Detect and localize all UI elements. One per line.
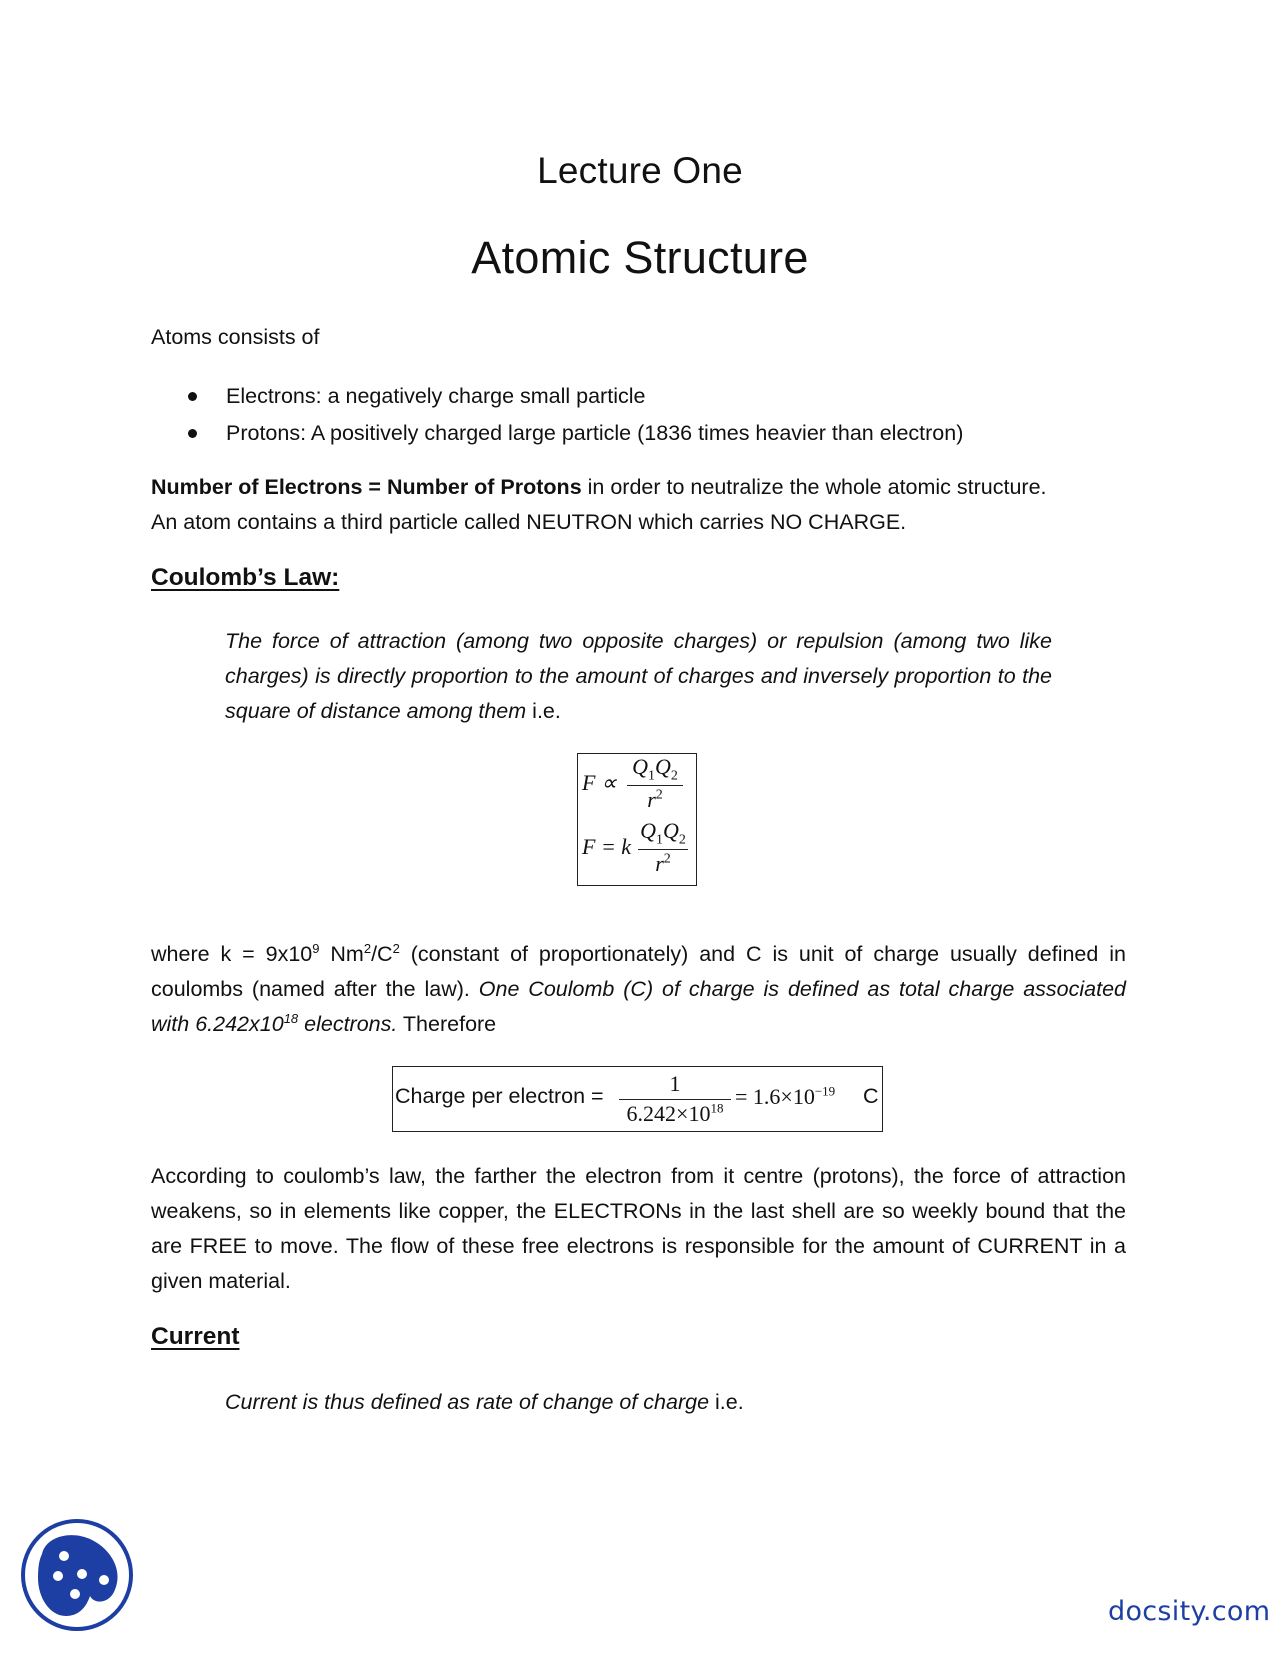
fraction: [638, 818, 688, 877]
fraction-denominator: $r^2$: [655, 851, 671, 877]
constant-paragraph: where $k = 9x10^9$ $Nm^2/C^2$ (constant of proportionately) and C is unit of charge usually defined in coulombs (named after the law). One Coulomb (C) of charge is defined as total charge associated with $6.242x10^{18}$ electrons. Therefore: [151, 940, 1126, 1036]
equation-lhs: F = k: [582, 834, 632, 859]
fraction-denominator: $r^2$: [647, 787, 663, 813]
equation-lhs: F ∝: [582, 770, 617, 795]
definition-suffix: i.e.: [709, 1390, 744, 1414]
section-heading-coulomb: Coulomb’s Law:: [151, 564, 340, 591]
statement-rest: in order to neutralize the whole atomic structure.: [581, 475, 1047, 499]
according-paragraph: According to coulomb’s law, the farther the electron from it centre (protons), the force of attraction weakens, so in elements like copper, the ELECTRONs in the last shell are so weekly bound that the are FREE to move. The flow of these free electrons is responsible for the amount of CURRENT in a given material.: [151, 1164, 1126, 1293]
docsity-logo-icon[interactable]: [20, 1518, 134, 1632]
charge-result: = $1.6\times 10^{-19}$: [735, 1083, 836, 1109]
intro-text: Atoms consists of: [151, 325, 320, 349]
fraction-numerator: 1: [669, 1071, 681, 1096]
page-title: Atomic Structure: [471, 232, 809, 283]
bold-statement: Number of Electrons = Number of Protons: [151, 475, 582, 499]
current-definition: [225, 1385, 744, 1420]
list-item-text: Protons: A positively charged large particle (1836 times heavier than electron): [226, 421, 964, 445]
charge-label: Charge per electron =: [395, 1084, 604, 1108]
bullet-list: [151, 378, 963, 452]
definition-text: Current is thus defined as rate of change of charge: [225, 1390, 710, 1414]
fraction-bar: [638, 849, 688, 850]
list-item-text: Electrons: a negatively charge small particle: [226, 384, 646, 408]
definition-text: The force of attraction (among two opposite charges) or repulsion (among two like charges) is directly proportion to the amount of charges and inversely proportion to the square of distance among them: [225, 629, 1052, 723]
bullet-icon: [188, 429, 197, 438]
neutral-paragraph: [151, 470, 1131, 540]
fraction-numerator: $Q_1Q_2$: [632, 754, 678, 784]
list-item: [151, 415, 963, 452]
fraction: [619, 1069, 731, 1128]
charge-formula-box: [392, 1066, 883, 1132]
fraction-denominator: $6.242\times 10^{18}$: [626, 1100, 724, 1126]
definition-suffix: i.e.: [526, 699, 561, 723]
charge-unit: C: [863, 1084, 879, 1108]
coulomb-formula-box: [577, 753, 697, 886]
fraction-bar: [627, 785, 683, 786]
lecture-title: Lecture One: [537, 150, 743, 191]
fraction-numerator: $Q_1Q_2$: [640, 818, 686, 848]
section-heading-current: Current: [151, 1323, 240, 1350]
list-item: [151, 378, 963, 415]
neutron-sentence: An atom contains a third particle called NEUTRON which carries NO CHARGE.: [151, 510, 907, 534]
coulomb-definition: [225, 624, 1052, 729]
brand-link[interactable]: docsity.com: [1108, 1596, 1271, 1627]
bullet-icon: [188, 392, 197, 401]
fraction: [627, 754, 683, 813]
